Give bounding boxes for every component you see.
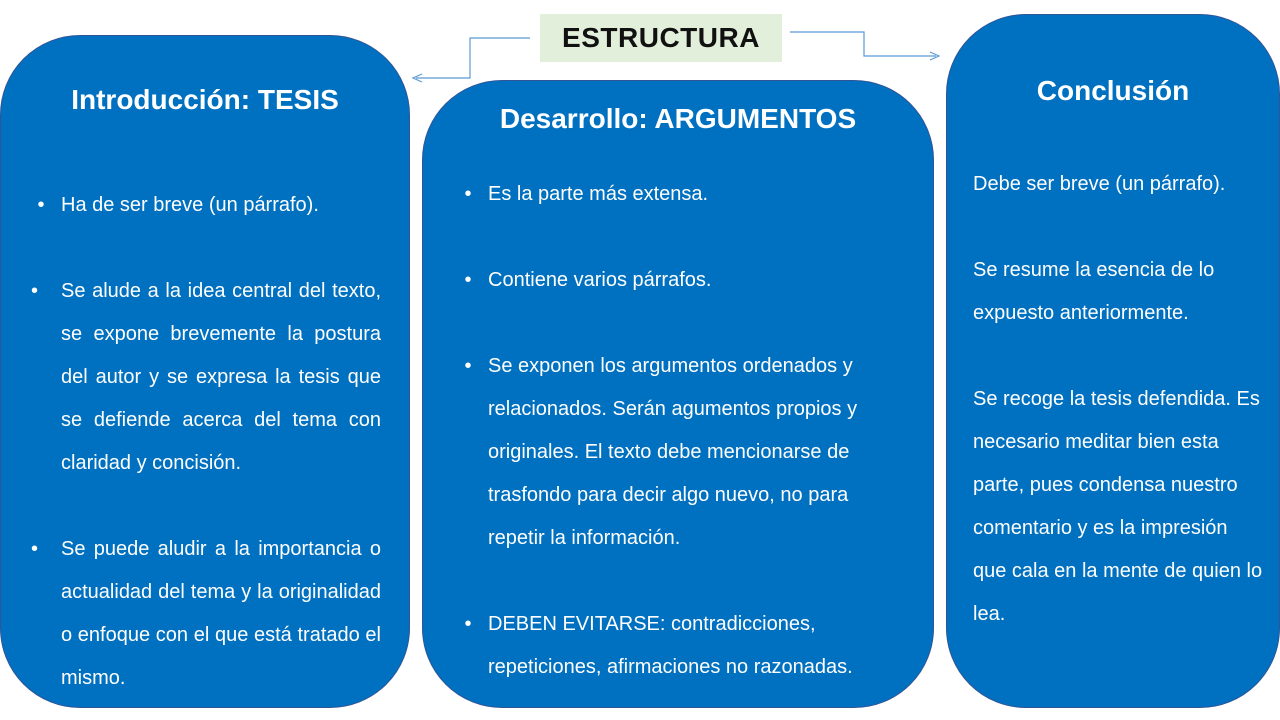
bullet-icon: • xyxy=(464,355,472,377)
list-item: • Contiene varios párrafos. xyxy=(488,259,908,302)
list-item: • Se alude a la idea central del texto, se expone brevemente la postura del autor y se expresa la tesis que se defiende acerca del tema con claridad y concisión. xyxy=(61,270,381,485)
conclusion-paragraph: Debe ser breve (un párrafo). xyxy=(973,173,1226,195)
conclusion-paragraph: Se recoge la tesis defendida. Es necesario meditar bien esta parte, pues condensa nuestro comentario y es la impresión que cala en la mente de quien lo lea. xyxy=(973,388,1263,625)
arrow-to-introduccion xyxy=(416,38,530,78)
bullet-icon: • xyxy=(464,183,472,205)
list-item: • Es la parte más extensa. xyxy=(488,173,908,216)
introduccion-heading: Introducción: TESIS xyxy=(71,84,339,115)
conclusion-heading: Conclusión xyxy=(1036,75,1190,106)
bullet-icon: • xyxy=(37,194,45,216)
arrow-head-left xyxy=(413,74,422,82)
list-item: • Ha de ser breve (un párrafo). xyxy=(61,184,381,227)
arrow-to-conclusion xyxy=(790,32,936,56)
bullet-icon: • xyxy=(31,538,39,560)
bullet-icon: • xyxy=(31,280,39,302)
bullet-icon: • xyxy=(464,269,472,291)
conclusion-paragraph: Se resume la esencia de lo expuesto anteriormente. xyxy=(973,259,1215,324)
conclusion-body xyxy=(973,163,1263,636)
list-item: • DEBEN EVITARSE: contradicciones, repeticiones, afirmaciones no razonadas. xyxy=(488,603,908,689)
desarrollo-heading: Desarrollo: ARGUMENTOS xyxy=(499,103,857,134)
conclusion-panel xyxy=(946,14,1280,708)
list-item: • Se puede aludir a la importancia o actualidad del tema y la originalidad o enfoque con el que está tratado el mismo. xyxy=(61,528,381,700)
bullet-icon: • xyxy=(464,613,472,635)
introduccion-panel xyxy=(0,35,410,708)
list-item: • Se exponen los argumentos ordenados y relacionados. Serán agumentos propios y originales. El texto debe mencionarse de trasfondo para decir algo nuevo, no para repetir la información. xyxy=(488,345,908,560)
estructura-title: ESTRUCTURA xyxy=(540,14,782,62)
arrow-head-right xyxy=(930,52,939,60)
desarrollo-panel xyxy=(422,80,934,708)
introduccion-bullets xyxy=(31,184,381,700)
desarrollo-bullets xyxy=(464,173,908,689)
